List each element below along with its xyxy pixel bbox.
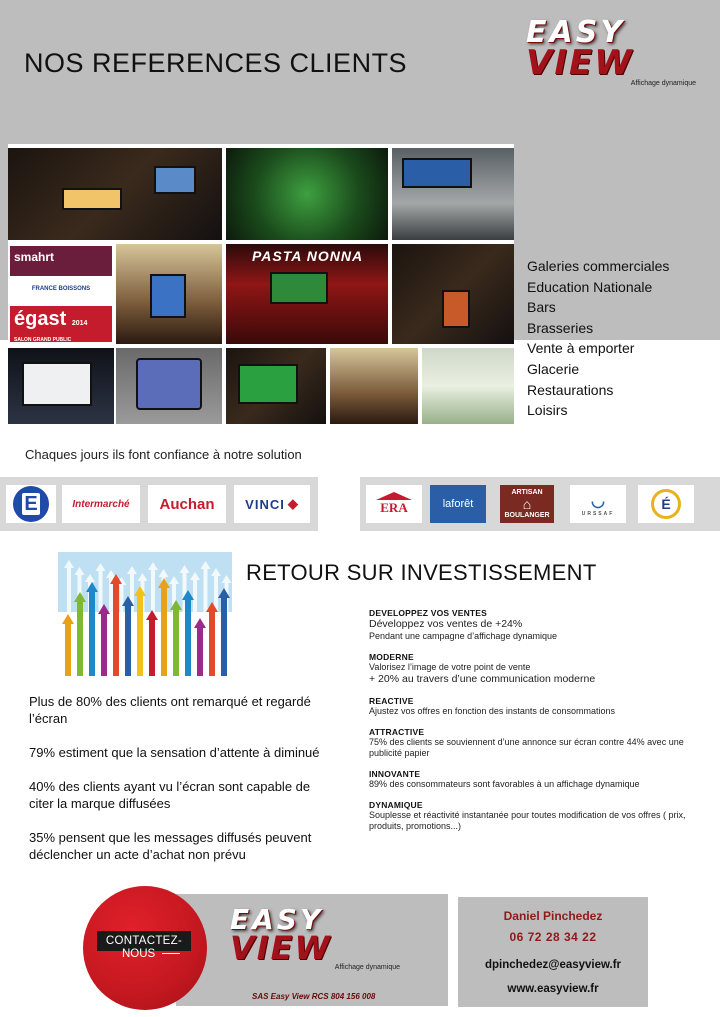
contact-button[interactable]: CONTACTEZ-	[97, 931, 191, 951]
leclerc-letter: E	[22, 493, 40, 515]
photo-bar-screen	[392, 244, 514, 344]
photo-green-screen	[226, 148, 388, 240]
leclerc-logo	[6, 485, 56, 523]
photo-event-ads	[8, 244, 114, 344]
auchan-logo: Auchan	[148, 485, 226, 523]
benefit-text: Développez vos ventes de +24%	[369, 618, 523, 630]
photo-counter	[330, 348, 418, 424]
benefits-list	[369, 608, 719, 842]
benefit-item	[369, 769, 719, 790]
colored-arrow	[98, 604, 110, 676]
page-title: NOS REFERENCES CLIENTS	[24, 48, 408, 78]
photo-tv-screen	[226, 348, 326, 424]
logo-word-easy: EASY	[526, 15, 626, 50]
logo-tagline: Affichage dynamique	[630, 80, 696, 87]
logo-word-view: VIEW	[230, 929, 332, 967]
urssaf-text: URSSAF	[581, 511, 615, 517]
sector-item: Bars	[527, 299, 556, 316]
easyview-logo	[526, 15, 696, 87]
benefit-heading: MODERNE	[369, 652, 414, 662]
logo-word-view: VIEW	[526, 43, 634, 83]
photo-wall-screen	[116, 348, 222, 424]
benefit-text: 89% des consommateurs sont favorables à un affichage dynamique	[369, 779, 640, 789]
ad-egast-year: 2014	[71, 320, 88, 327]
photo-mall-screen	[392, 148, 514, 240]
colored-arrow	[62, 614, 74, 676]
education-nationale-logo	[638, 485, 694, 523]
contact-email[interactable]: dpinchedez@easyview.fr	[484, 959, 622, 971]
era-logo	[366, 485, 422, 523]
colored-arrow	[206, 602, 218, 676]
stats-list	[29, 693, 329, 880]
stat-item: 40% des clients ayant vu l’écran sont capable de citer la marque diffusées	[29, 779, 311, 811]
stat-item: 79% estiment que la sensation d’attente à diminué	[29, 745, 320, 760]
benefit-text: + 20% au travers d’une communication moderne	[369, 673, 596, 685]
benefit-item	[369, 800, 719, 832]
laforet-logo: laforêt	[430, 485, 486, 523]
ad-egast: égast	[14, 308, 67, 330]
sector-item: Restaurations	[527, 381, 614, 398]
vinci-text: VINCI	[245, 496, 285, 512]
easyview-logo-bottom	[230, 903, 400, 971]
ad-france-boissons: FRANCE BOISSONS	[31, 286, 91, 292]
era-text: ERA	[380, 500, 408, 515]
logo-word-easy: EASY	[230, 903, 324, 936]
benefit-heading: REACTIVE	[369, 696, 414, 706]
contact-nous-label: NOUS	[122, 948, 156, 960]
sector-item: Loisirs	[527, 402, 568, 419]
ad-egast-sub: SALON GRAND PUBLIC	[14, 337, 72, 343]
contact-phone[interactable]: 06 72 28 34 22	[509, 930, 597, 944]
boulanger-text: BOULANGER	[504, 512, 550, 519]
benefit-item	[369, 608, 719, 642]
sector-item: Education Nationale	[527, 278, 653, 295]
intermarche-logo: Intermarché	[62, 485, 140, 523]
contact-website[interactable]: www.easyview.fr	[507, 983, 599, 995]
benefit-heading: DEVELOPPEZ VOS VENTES	[369, 608, 488, 618]
logo-tagline: Affichage dynamique	[334, 964, 400, 971]
benefit-item	[369, 652, 719, 686]
client-logos-left	[0, 477, 318, 531]
sector-item: Glacerie	[527, 360, 580, 377]
benefit-text: 75% des clients se souviennent d’une annonce sur écran contre 44% avec une publicité papier	[369, 737, 684, 758]
colored-arrow	[194, 618, 206, 676]
client-logos-right	[360, 477, 720, 531]
sector-item: Galeries commerciales	[527, 258, 670, 274]
urssaf-logo: ◡ URSSAF	[570, 485, 626, 523]
colorful-arrows-illustration	[58, 552, 232, 676]
artisan-text: ARTISAN	[511, 489, 543, 496]
benefit-heading: DYNAMIQUE	[369, 800, 423, 810]
benefit-item	[369, 727, 719, 759]
benefit-heading: ATTRACTIVE	[369, 727, 425, 737]
benefit-text: Ajustez vos offres en fonction des instants de consommations	[369, 706, 615, 716]
company-registration: SAS Easy View RCS 804 156 008	[252, 992, 376, 1001]
colored-arrow	[146, 610, 158, 676]
artisan-boulanger-logo: ARTISAN ⌂ BOULANGER	[500, 485, 554, 523]
stat-item: Plus de 80% des clients ont remarqué et regardé l’écran	[29, 694, 311, 726]
benefit-item	[369, 696, 719, 717]
sector-item: Brasseries	[527, 319, 594, 336]
photo-ice-cream	[422, 348, 514, 424]
benefit-text: Valorisez l’image de votre point de vente	[369, 662, 531, 672]
photo-shop-screen	[116, 244, 222, 344]
sector-item: Vente à emporter	[527, 340, 635, 357]
benefit-text: Pendant une campagne d’affichage dynamique	[369, 631, 557, 641]
ad-pasta-nonna: PASTA NONNA	[252, 248, 364, 264]
trust-text: Chaques jours ils font confiance à notre solution	[25, 447, 302, 462]
roi-title: RETOUR SUR INVESTISSEMENT	[246, 560, 597, 585]
vinci-logo: VINCI ◆	[234, 485, 310, 523]
sector-list	[527, 256, 669, 421]
education-letter: É	[651, 489, 681, 519]
contact-button-nous[interactable]	[122, 948, 180, 960]
reference-photo-grid	[8, 144, 514, 424]
photo-restaurant-counter	[8, 148, 222, 240]
contact-name: Daniel Pinchedez	[503, 909, 603, 923]
ad-smahrt: smahrt	[14, 250, 55, 264]
benefit-text: Souplesse et réactivité instantanée pour toutes modification de vos offres ( prix, produits, promotions...)	[369, 810, 686, 831]
photo-screen-display	[8, 348, 114, 424]
stat-item: 35% pensent que les messages diffusés peuvent déclencher un acte d’achat non prévu	[29, 830, 312, 862]
benefit-heading: INNOVANTE	[369, 769, 421, 779]
photo-pasta-nonna	[226, 244, 388, 344]
contact-card	[458, 897, 648, 1007]
